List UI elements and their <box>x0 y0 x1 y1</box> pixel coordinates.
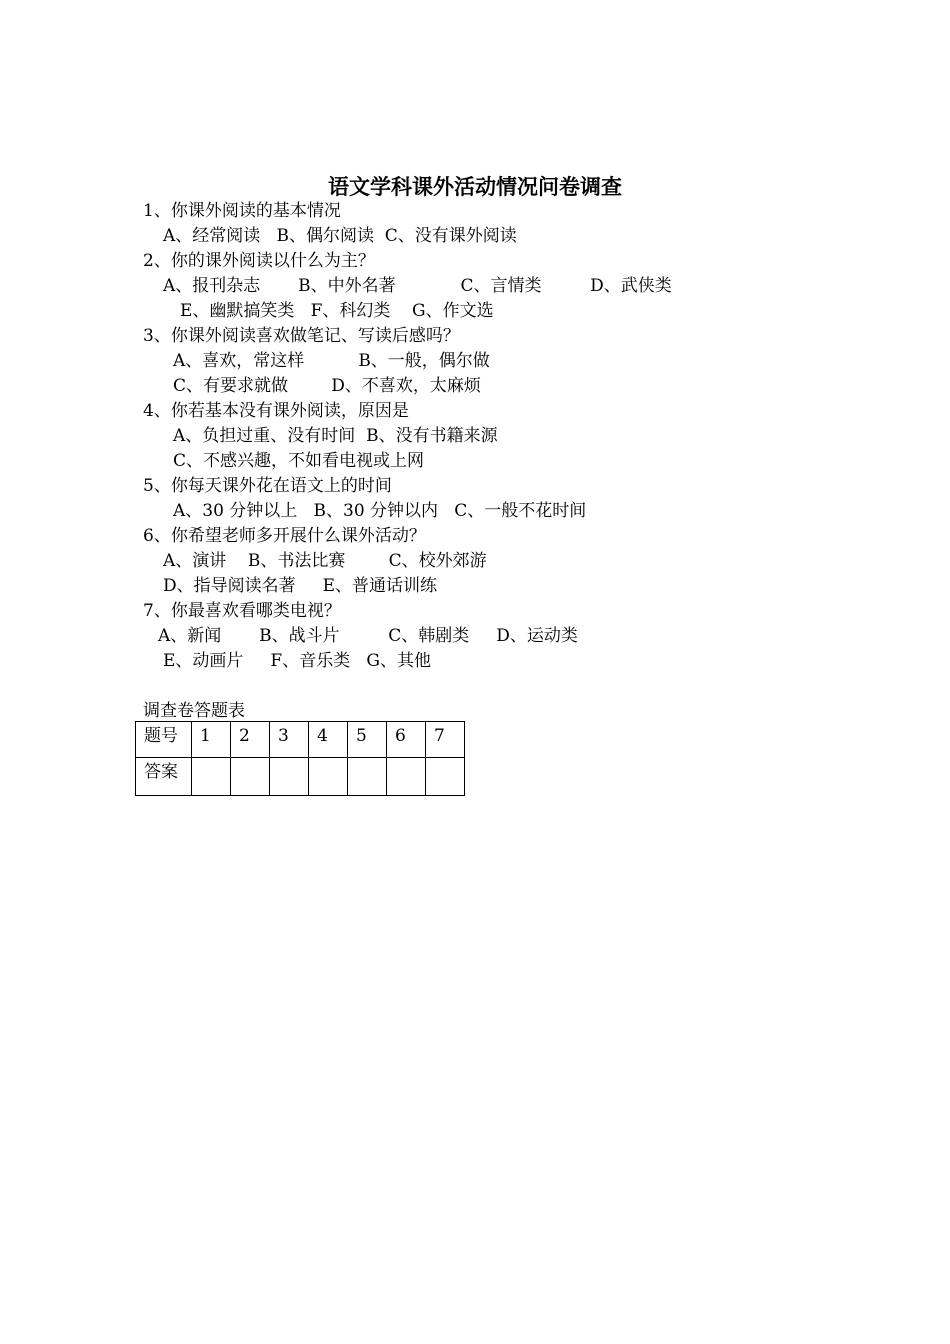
question-number-cell: 3 <box>270 722 309 758</box>
question-number-cell: 6 <box>387 722 426 758</box>
question-4-options-line-1: A、负担过重、没有时间 B、没有书籍来源 <box>173 426 498 446</box>
question-number-cell: 1 <box>192 722 231 758</box>
answer-table-answer-row <box>136 758 465 796</box>
spacer <box>143 674 903 699</box>
answer-table <box>135 721 465 796</box>
question-number-cell: 4 <box>309 722 348 758</box>
question-7: 7、你最喜欢看哪类电视？ <box>143 601 341 621</box>
question-6-options-line-1: A、演讲 B、书法比赛 C、校外郊游 <box>163 551 487 571</box>
question-1-options: A、经常阅读 B、偶尔阅读 C、没有课外阅读 <box>163 226 517 246</box>
answer-table-caption: 调查卷答题表 <box>143 701 245 721</box>
answer-cell[interactable] <box>192 758 231 796</box>
question-3: 3、你课外阅读喜欢做笔记、写读后感吗？ <box>143 326 460 346</box>
questionnaire-body <box>143 199 903 724</box>
question-number-cell: 7 <box>426 722 465 758</box>
answer-cell[interactable] <box>309 758 348 796</box>
question-number-cell: 5 <box>348 722 387 758</box>
question-3-options-line-1: A、喜欢，常这样 B、一般，偶尔做 <box>173 351 490 371</box>
answer-cell[interactable] <box>426 758 465 796</box>
question-5-options: A、30 分钟以上 B、30 分钟以内 C、一般不花时间 <box>173 501 587 521</box>
question-2-options-line-1: A、报刊杂志 B、中外名著 C、言情类 D、武侠类 <box>163 276 672 296</box>
question-1: 1、你课外阅读的基本情况 <box>143 201 341 221</box>
question-number-cell: 2 <box>231 722 270 758</box>
row-label-number: 题号 <box>136 722 192 758</box>
page-title: 语文学科课外活动情况问卷调查 <box>328 174 622 199</box>
question-2-options-line-2: E、幽默搞笑类 F、科幻类 G、作文选 <box>180 301 494 321</box>
answer-cell[interactable] <box>387 758 426 796</box>
row-label-answer: 答案 <box>136 758 192 796</box>
question-3-options-line-2: C、有要求就做 D、不喜欢，太麻烦 <box>173 376 481 396</box>
question-6-options-line-2: D、指导阅读名著 E、普通话训练 <box>163 576 438 596</box>
question-7-options-line-1: A、新闻 B、战斗片 C、韩剧类 D、运动类 <box>158 626 578 646</box>
question-7-options-line-2: E、动画片 F、音乐类 G、其他 <box>163 651 432 671</box>
question-4-options-line-2: C、不感兴趣，不如看电视或上网 <box>173 451 425 471</box>
answer-table-number-row <box>136 722 465 758</box>
answer-cell[interactable] <box>231 758 270 796</box>
question-2: 2、你的课外阅读以什么为主？ <box>143 251 375 271</box>
question-5: 5、你每天课外花在语文上的时间 <box>143 476 392 496</box>
answer-cell[interactable] <box>348 758 387 796</box>
question-4: 4、你若基本没有课外阅读，原因是 <box>143 401 409 421</box>
question-6: 6、你希望老师多开展什么课外活动？ <box>143 526 426 546</box>
answer-cell[interactable] <box>270 758 309 796</box>
